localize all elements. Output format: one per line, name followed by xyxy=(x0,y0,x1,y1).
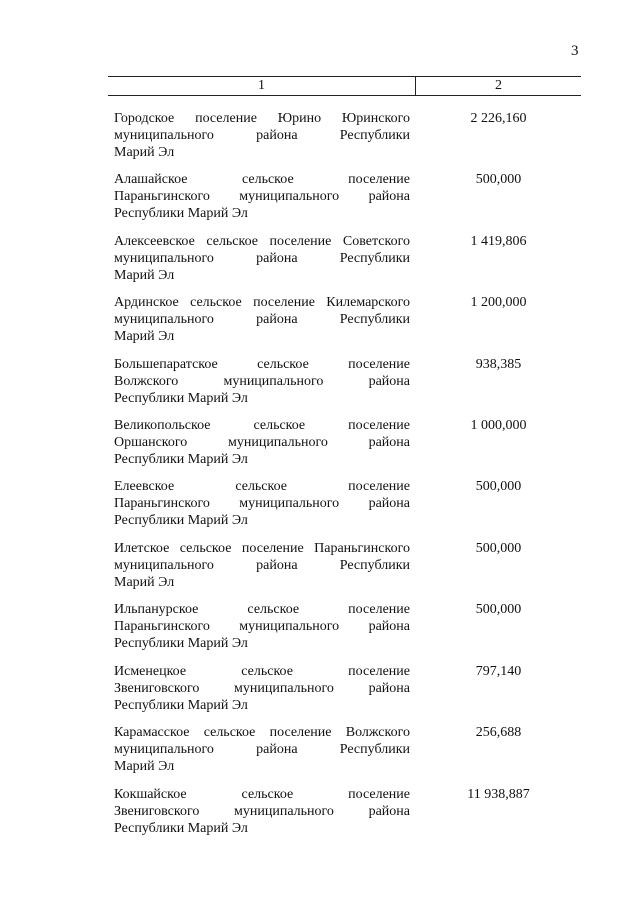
settlement-name xyxy=(114,663,410,714)
settlement-amount: 500,000 xyxy=(475,172,522,187)
settlement-amount: 1 200,000 xyxy=(470,295,527,310)
settlement-name-line: Оршанского муниципального района xyxy=(114,435,410,450)
settlement-name-line: Алашайское сельское поселение xyxy=(114,172,410,187)
settlement-name-line: Республики Марий Эл xyxy=(114,636,248,651)
settlement-name-line: Карамасское сельское поселение Волжского xyxy=(114,725,410,740)
settlement-name-line: Республики Марий Эл xyxy=(114,452,248,467)
settlement-name-line: Марий Эл xyxy=(114,329,175,344)
allocation-table xyxy=(108,76,581,836)
settlement-name-line: Ардинское сельское поселение Килемарского xyxy=(114,295,410,310)
table-row xyxy=(108,233,581,293)
settlement-name-line: Илетское сельское поселение Параньгинского xyxy=(114,541,410,556)
settlement-name-line: Параньгинского муниципального района xyxy=(114,496,410,511)
settlement-name-line: Великопольское сельское поселение xyxy=(114,418,410,433)
settlement-name-line: Большепаратское сельское поселение xyxy=(114,357,410,372)
column-header-1: 1 xyxy=(258,78,265,93)
settlement-amount: 11 938,887 xyxy=(467,787,530,802)
settlement-name-line: Параньгинского муниципального района xyxy=(114,619,410,634)
table-row xyxy=(108,786,581,846)
settlement-name-line: Параньгинского муниципального района xyxy=(114,189,410,204)
settlement-name xyxy=(114,786,410,837)
settlement-name xyxy=(114,601,410,652)
settlement-name-line: муниципального района Республики xyxy=(114,742,410,757)
settlement-name-line: Исменецкое сельское поселение xyxy=(114,664,410,679)
table-row xyxy=(108,478,581,538)
settlement-name-line: Марий Эл xyxy=(114,575,175,590)
settlement-name-line: Волжского муниципального района xyxy=(114,374,410,389)
table-header-row xyxy=(108,76,581,96)
table-row xyxy=(108,110,581,170)
table-row xyxy=(108,417,581,477)
settlement-name xyxy=(114,171,410,222)
settlement-amount: 2 226,160 xyxy=(470,111,527,126)
settlement-name-line: Алексеевское сельское поселение Советского xyxy=(114,234,410,249)
settlement-name-line: муниципального района Республики xyxy=(114,128,410,143)
settlement-name xyxy=(114,724,410,775)
settlement-amount: 797,140 xyxy=(475,664,522,679)
settlement-name-line: Республики Марий Эл xyxy=(114,206,248,221)
settlement-name-line: Республики Марий Эл xyxy=(114,513,248,528)
settlement-amount: 256,688 xyxy=(475,725,522,740)
page-number: 3 xyxy=(571,43,579,59)
settlement-amount: 1 000,000 xyxy=(470,418,527,433)
table-row xyxy=(108,663,581,723)
settlement-name xyxy=(114,478,410,529)
settlement-name-line: Звениговского муниципального района xyxy=(114,681,410,696)
settlement-name xyxy=(114,540,410,591)
table-row xyxy=(108,356,581,416)
settlement-name xyxy=(114,294,410,345)
settlement-amount: 500,000 xyxy=(475,479,522,494)
settlement-name-line: Ильпанурское сельское поселение xyxy=(114,602,410,617)
settlement-name xyxy=(114,110,410,161)
settlement-name-line: Марий Эл xyxy=(114,268,175,283)
settlement-name-line: Республики Марий Эл xyxy=(114,821,248,836)
table-row xyxy=(108,171,581,231)
settlement-name-line: Республики Марий Эл xyxy=(114,391,248,406)
settlement-name-line: Звениговского муниципального района xyxy=(114,804,410,819)
table-row xyxy=(108,724,581,784)
settlement-name-line: муниципального района Республики xyxy=(114,312,410,327)
settlement-name xyxy=(114,356,410,407)
settlement-name-line: Марий Эл xyxy=(114,759,175,774)
settlement-name-line: муниципального района Республики xyxy=(114,251,410,266)
settlement-name xyxy=(114,417,410,468)
settlement-name-line: Елеевское сельское поселение xyxy=(114,479,410,494)
table-row xyxy=(108,601,581,661)
settlement-amount: 938,385 xyxy=(475,357,522,372)
settlement-amount: 500,000 xyxy=(475,602,522,617)
table-row xyxy=(108,540,581,600)
settlement-name-line: Городское поселение Юрино Юринского xyxy=(114,111,410,126)
settlement-amount: 500,000 xyxy=(475,541,522,556)
settlement-name xyxy=(114,233,410,284)
column-header-2: 2 xyxy=(495,78,502,93)
settlement-name-line: Республики Марий Эл xyxy=(114,698,248,713)
settlement-amount: 1 419,806 xyxy=(470,234,527,249)
settlement-name-line: Кокшайское сельское поселение xyxy=(114,787,410,802)
settlement-name-line: муниципального района Республики xyxy=(114,558,410,573)
table-row xyxy=(108,294,581,354)
settlement-name-line: Марий Эл xyxy=(114,145,175,160)
